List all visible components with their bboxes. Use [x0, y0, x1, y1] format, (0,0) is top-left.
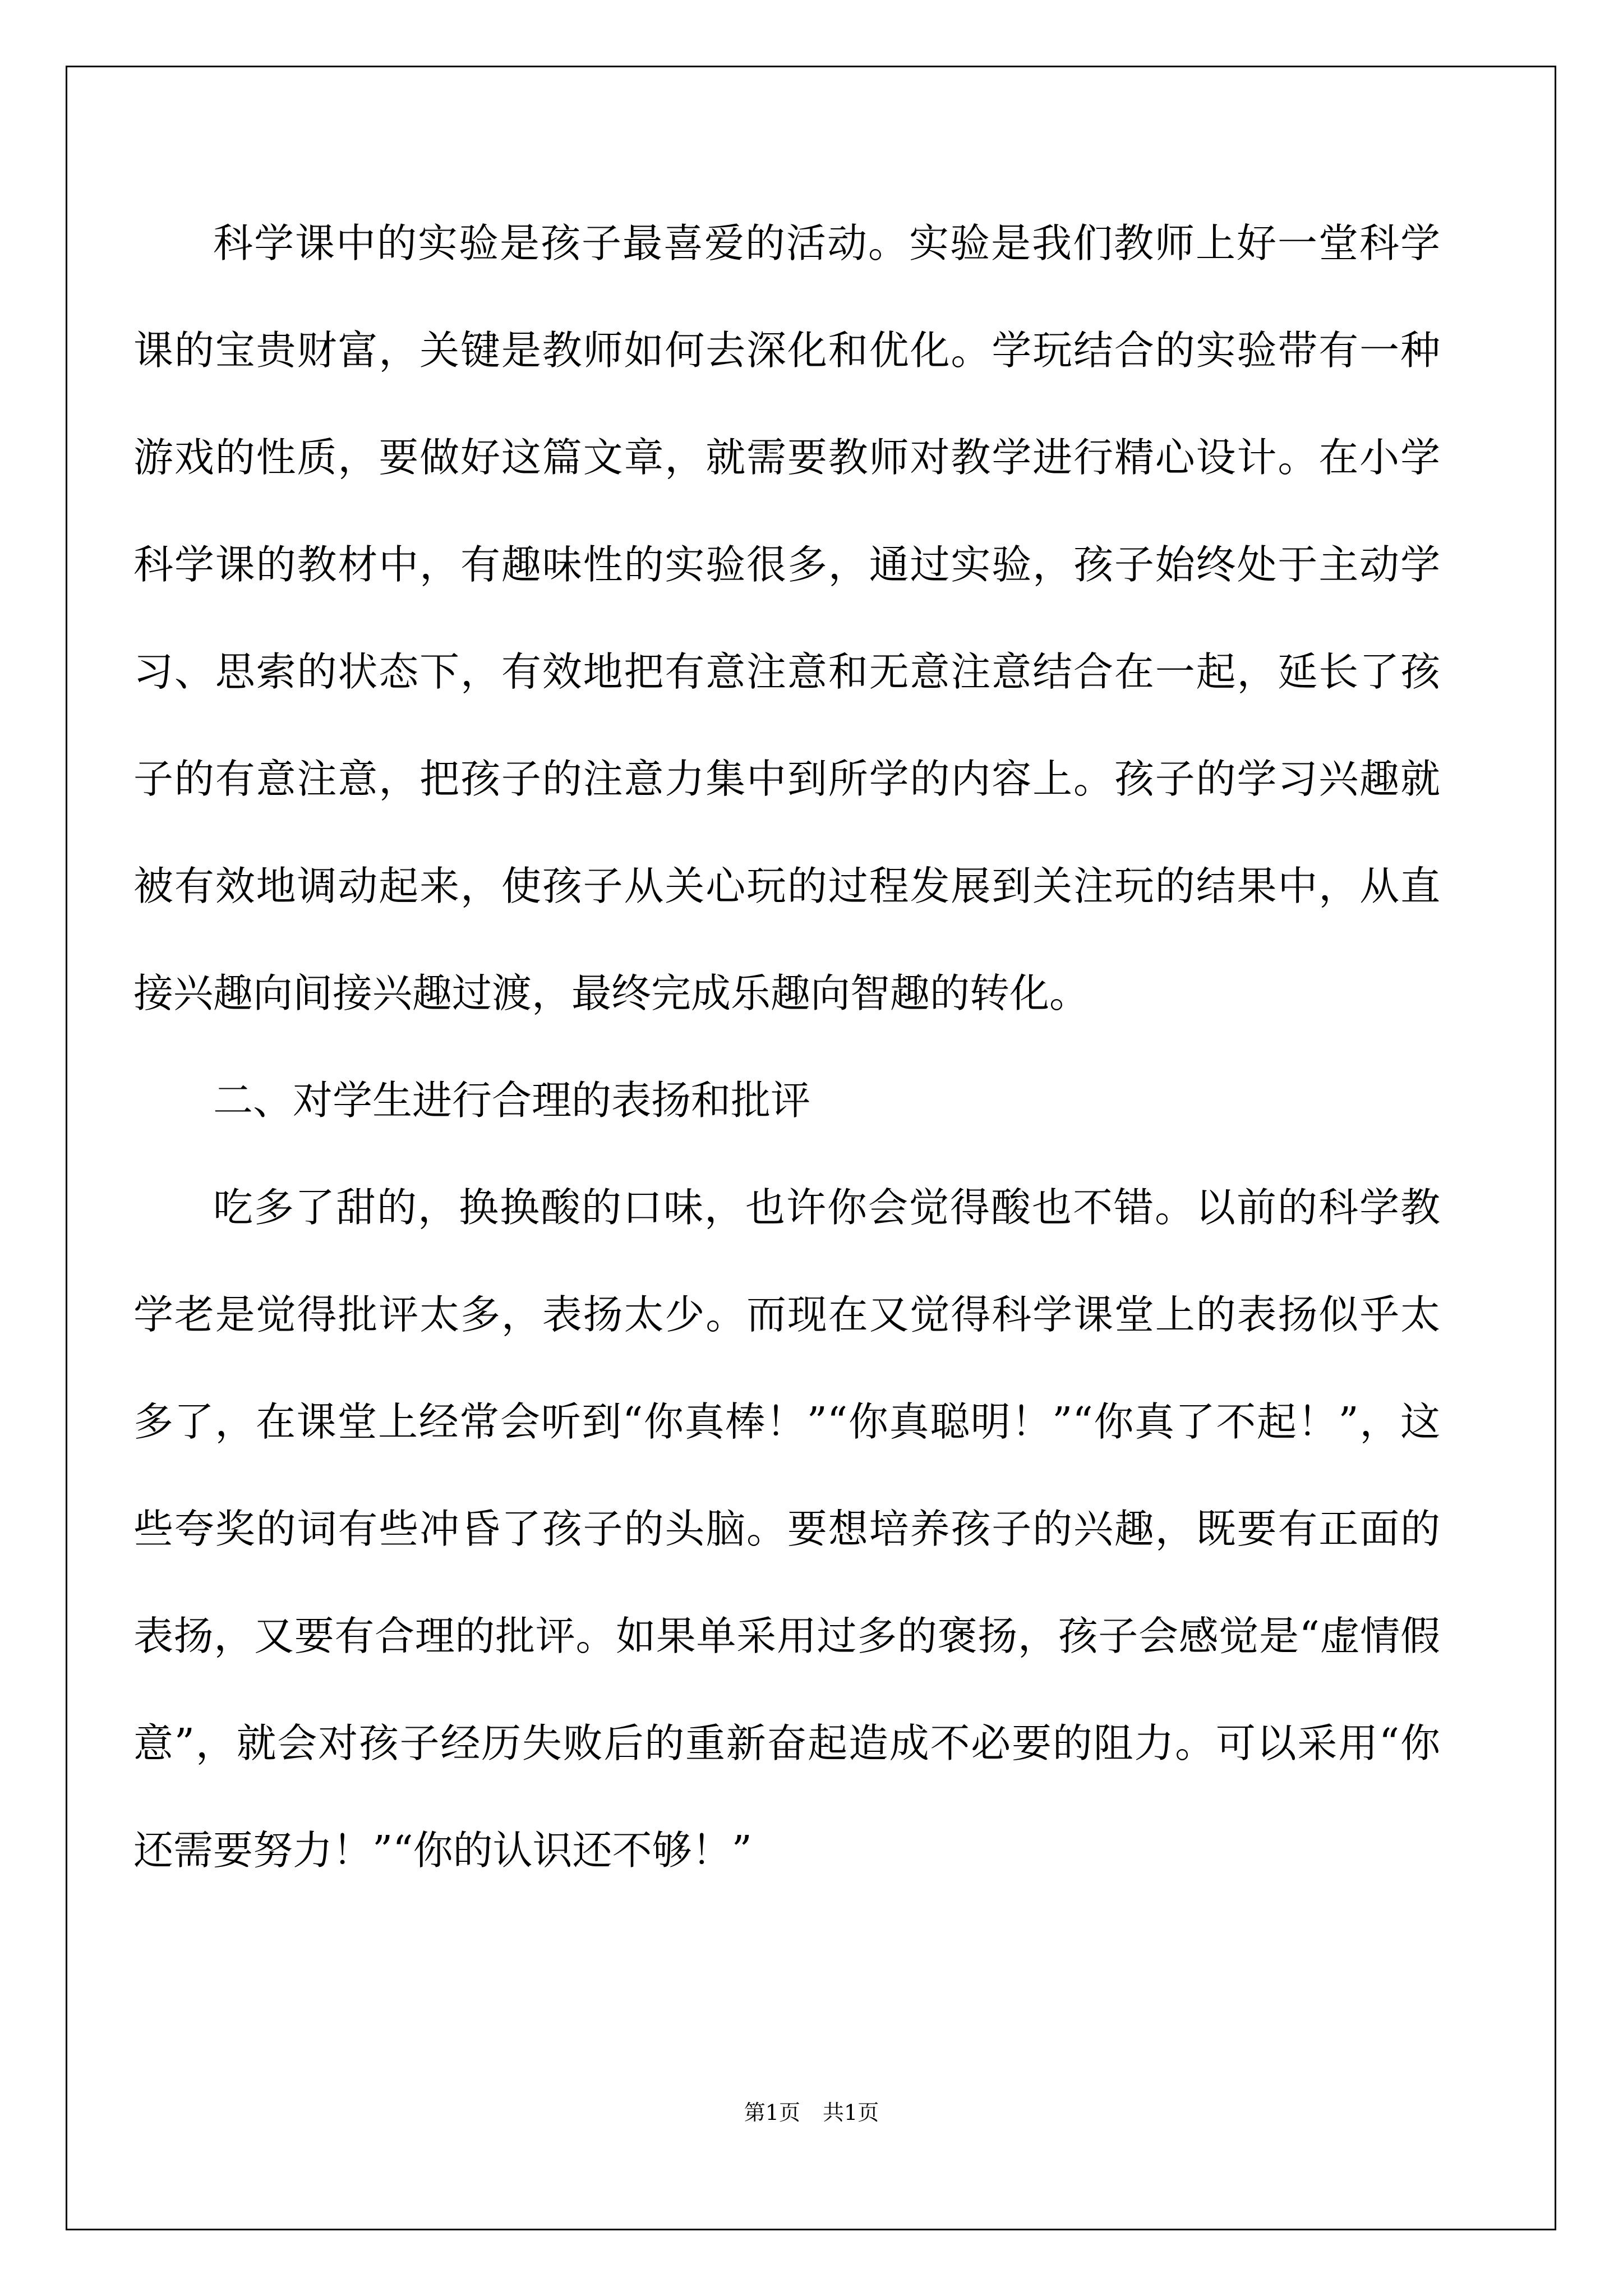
paragraph-experiments: 科学课中的实验是孩子最喜爱的活动。实验是我们教师上好一堂科学课的宝贵财富，关键是教师如何去深化和优化。学玩结合的实验带有一种游戏的性质，要做好这篇文章，就需要教师对教学进行精心设计。在小学科学课的教材中，有趣味性的实验很多，通过实验，孩子始终处于主动学习、思索的状态下，有效地把有意注意和无意注意结合在一起，延长了孩子的有意注意，把孩子的注意力集中到所学的内容上。孩子的学习兴趣就被有效地调动起来，使孩子从关心玩的过程发展到关注玩的结果中，从直接兴趣向间接兴趣过渡，最终完成乐趣向智趣的转化。 — [133, 220, 1440, 1016]
paragraph-praise-criticism: 吃多了甜的，换换酸的口味，也许你会觉得酸也不错。以前的科学教学老是觉得批评太多，表扬太少。而现在又觉得科学课堂上的表扬似乎太多了，在课堂上经常会听到“你真棒！”“你真聪明！”“你真了不起！”，这些夸奖的词有些冲昏了孩子的头脑。要想培养孩子的兴趣，既要有正面的表扬，又要有合理的批评。如果单采用过多的褒扬，孩子会感觉是“虚情假意”，就会对孩子经历失败后的重新奋起造成不必要的阻力。可以采用“你还需要努力！”“你的认识还不够！” — [133, 1184, 1440, 1874]
section-heading: 二、对学生进行合理的表扬和批评 — [213, 1077, 811, 1124]
page-total: 共1页 — [823, 2100, 879, 2125]
page-footer — [0, 2095, 1623, 2126]
document-body — [133, 190, 1440, 1904]
page-number: 第1页 — [744, 2100, 800, 2125]
